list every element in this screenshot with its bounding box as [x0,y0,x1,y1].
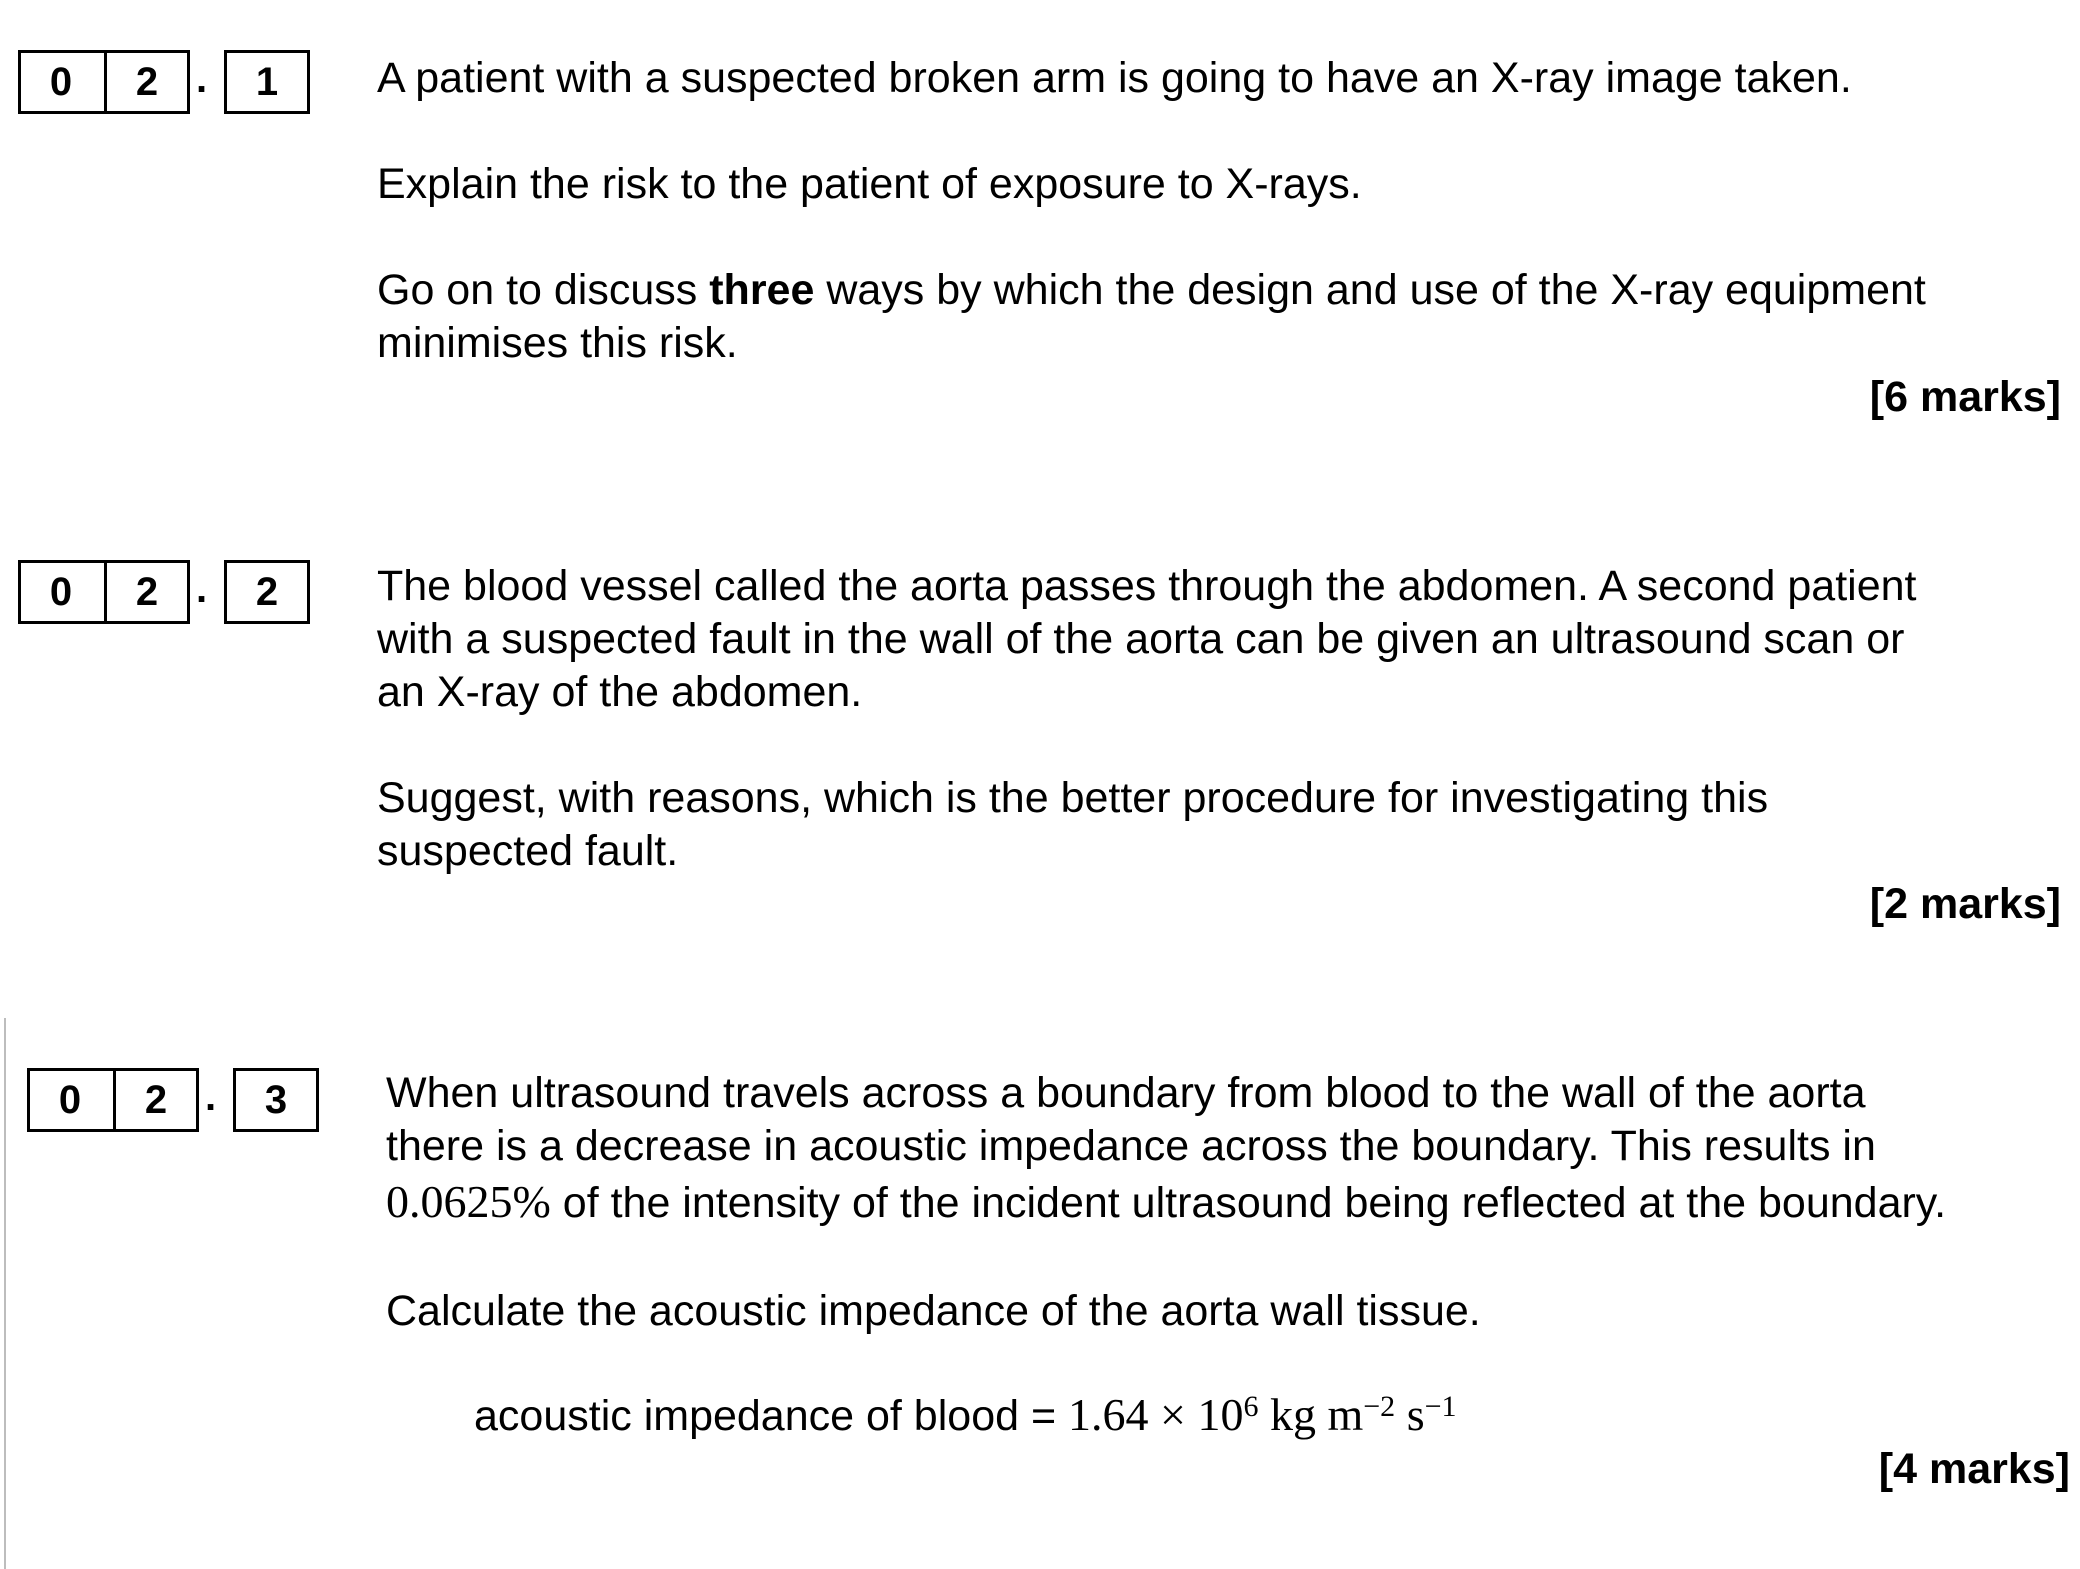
given-unit-exponent: −1 [1424,1390,1457,1423]
question-digit: 0 [58,1078,82,1122]
question-text-part: ways by which the design and use of the X-ray equipment [814,266,1926,314]
question-number-dot: . [205,1075,217,1119]
given-exponent: 6 [1243,1390,1259,1423]
marks-label: [6 marks] [1869,373,2061,421]
question-digit: 2 [104,53,187,111]
question-text: Explain the risk to the patient of exposure to X-rays. [377,160,1362,208]
question-number-box [18,50,190,114]
question-text [386,1175,1946,1230]
question-digit: 0 [49,570,73,614]
given-unit: kg m [1258,1389,1364,1440]
question-number-dot: . [196,567,208,611]
question-part-box: 3 [233,1068,319,1132]
given-mantissa: 1.64 × 10 [1068,1389,1244,1440]
question-text: A patient with a suspected broken arm is going to have an X-ray image taken. [377,54,1852,102]
question-text-part: Go on to discuss [377,266,710,314]
question-text: with a suspected fault in the wall of the aorta can be given an ultrasound scan or [377,615,1905,663]
given-label: acoustic impedance of blood = [474,1392,1069,1440]
question-number-box [27,1068,199,1132]
question-text [377,264,1926,317]
emphasis-text: three [709,266,815,314]
given-unit-exponent: −2 [1363,1390,1396,1423]
question-text: The blood vessel called the aorta passes through the abdomen. A second patient [377,562,1917,610]
question-text: there is a decrease in acoustic impedance across the boundary. This results in [386,1122,1876,1170]
given-value [474,1388,1457,1443]
question-text: suspected fault. [377,827,679,875]
question-text: Calculate the acoustic impedance of the aorta wall tissue. [386,1287,1481,1335]
given-unit: s [1395,1389,1425,1440]
percentage-value: 0.0625% [386,1176,551,1227]
question-part-box: 1 [224,50,310,114]
question-text: Suggest, with reasons, which is the better procedure for investigating this [377,774,1769,822]
question-number-box [18,560,190,624]
question-text: When ultrasound travels across a boundary from blood to the wall of the aorta [386,1069,1866,1117]
marks-label: [2 marks] [1869,880,2061,928]
question-digit: 2 [113,1071,196,1129]
question-part-box: 2 [224,560,310,624]
question-text-part: of the intensity of the incident ultrasound being reflected at the boundary. [550,1179,1947,1227]
question-digit: 2 [104,563,187,621]
marks-label: [4 marks] [1878,1445,2070,1493]
margin-line [4,1018,6,1569]
question-text: an X-ray of the abdomen. [377,668,863,716]
question-digit: 0 [49,60,73,104]
question-number-dot: . [196,57,208,101]
question-text: minimises this risk. [377,319,738,367]
